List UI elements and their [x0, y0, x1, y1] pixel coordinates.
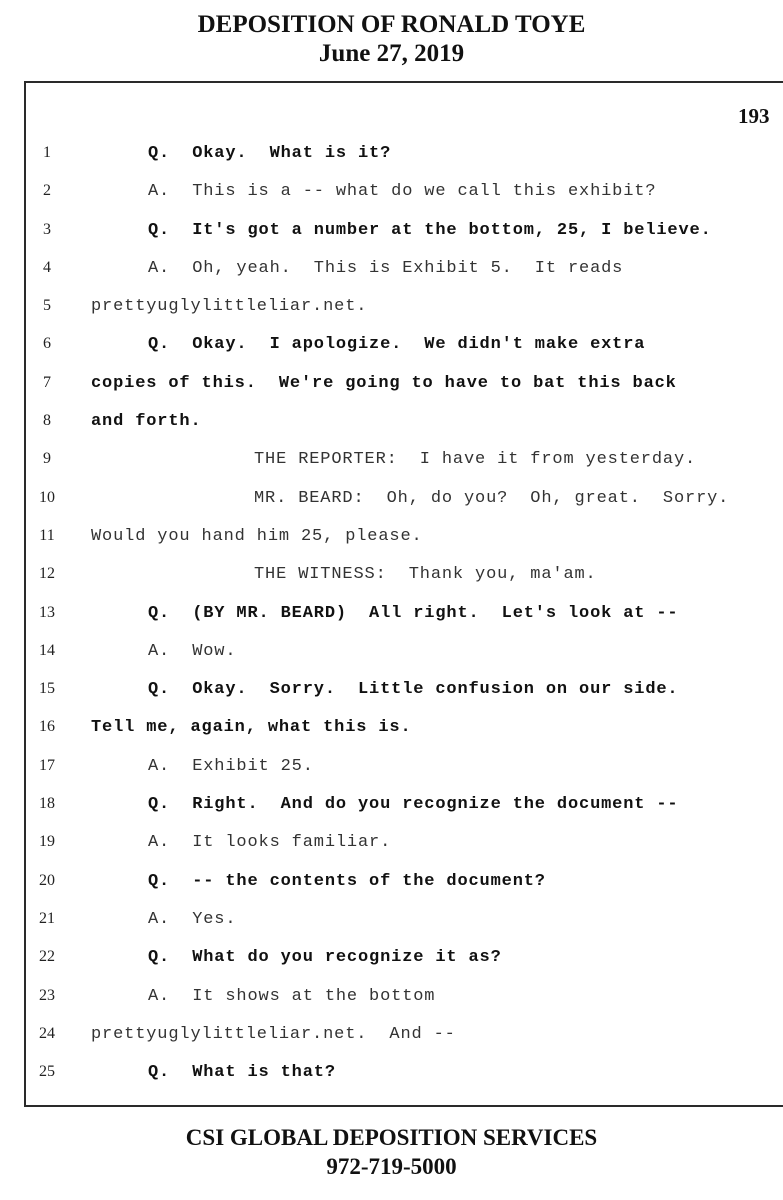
transcript-line: [0, 940, 783, 978]
line-number: 2: [43, 182, 51, 200]
line-number: 10: [39, 488, 55, 506]
company-phone: 972-719-5000: [326, 1154, 457, 1179]
transcript-lines: [0, 136, 783, 1093]
transcript-line: [0, 136, 783, 174]
transcript-line: [0, 481, 783, 519]
question-text: Q. -- the contents of the document?: [148, 871, 546, 891]
transcript-line: [0, 787, 783, 825]
line-number: 12: [39, 565, 55, 583]
line-number: 5: [43, 297, 51, 315]
line-number: 19: [39, 833, 55, 851]
question-text: Q. What do you recognize it as?: [148, 948, 502, 968]
transcript-line: [0, 289, 783, 327]
question-text: copies of this. We're going to have to bat this back: [91, 373, 677, 393]
line-number: 11: [39, 526, 55, 544]
line-number: 22: [39, 948, 55, 966]
line-number: 1: [43, 144, 51, 161]
answer-text: A. Oh, yeah. This is Exhibit 5. It reads: [148, 258, 624, 278]
line-number: 3: [43, 220, 51, 238]
answer-text: prettyuglylittleliar.net. And --: [91, 1024, 456, 1044]
question-text: Q. Okay. What is it?: [148, 144, 392, 163]
line-number: 24: [39, 1024, 55, 1042]
line-number: 13: [39, 603, 55, 621]
line-number: 15: [39, 680, 55, 698]
answer-text: A. This is a -- what do we call this exhibit?: [148, 182, 657, 202]
transcript-line: [0, 979, 783, 1017]
answer-text: prettyuglylittleliar.net.: [91, 297, 368, 317]
line-number: 16: [39, 718, 55, 736]
transcript-line: [0, 1017, 783, 1055]
line-number: 7: [43, 373, 51, 391]
question-text: Q. Okay. Sorry. Little confusion on our side.: [148, 680, 679, 700]
question-text: Tell me, again, what this is.: [91, 718, 412, 738]
answer-text: A. Exhibit 25.: [148, 756, 314, 776]
answer-text: A. It looks familiar.: [148, 833, 392, 853]
line-number: 18: [39, 795, 55, 813]
transcript-line: [0, 634, 783, 672]
question-text: Q. What is that?: [148, 1063, 336, 1083]
line-number: 25: [39, 1063, 55, 1081]
transcript-line: [0, 442, 783, 480]
transcript-line: [0, 825, 783, 863]
transcript-line: [0, 327, 783, 365]
line-number: 8: [43, 412, 51, 430]
page-number: 193: [738, 104, 770, 128]
transcript-line: [0, 404, 783, 442]
colloquy-text: THE WITNESS: Thank you, ma'am.: [254, 565, 597, 585]
question-text: Q. Okay. I apologize. We didn't make extra: [148, 335, 646, 355]
question-text: and forth.: [91, 412, 202, 432]
transcript-line: [0, 596, 783, 634]
transcript-line: [0, 864, 783, 902]
document-header: [0, 10, 783, 68]
answer-text: A. It shows at the bottom: [148, 986, 436, 1006]
line-number: 23: [39, 986, 55, 1004]
line-number: 9: [43, 450, 51, 468]
answer-text: A. Yes.: [148, 909, 237, 929]
transcript-line: [0, 366, 783, 404]
deposition-date: June 27, 2019: [318, 40, 465, 67]
question-text: Q. (BY MR. BEARD) All right. Let's look at --: [148, 603, 679, 623]
transcript-line: [0, 1055, 783, 1093]
transcript-line: [0, 749, 783, 787]
transcript-line: [0, 672, 783, 710]
colloquy-text: Would you hand him 25, please.: [91, 526, 423, 546]
question-text: Q. It's got a number at the bottom, 25, I believe.: [148, 220, 712, 240]
line-number: 4: [43, 258, 51, 276]
transcript-line: [0, 519, 783, 557]
line-number: 6: [43, 335, 51, 353]
question-text: Q. Right. And do you recognize the document --: [148, 795, 679, 815]
transcript-line: [0, 251, 783, 289]
transcript-line: [0, 557, 783, 595]
line-number: 14: [39, 641, 55, 659]
transcript-line: [0, 902, 783, 940]
line-number: 17: [39, 756, 55, 774]
company-name: CSI GLOBAL DEPOSITION SERVICES: [185, 1125, 598, 1150]
deposition-title: DEPOSITION OF RONALD TOYE: [197, 11, 586, 38]
line-number: 21: [39, 909, 55, 927]
colloquy-text: MR. BEARD: Oh, do you? Oh, great. Sorry.: [254, 488, 730, 508]
document-footer: [0, 1123, 783, 1181]
transcript-line: [0, 710, 783, 748]
transcript-line: [0, 213, 783, 251]
line-number: 20: [39, 871, 55, 889]
colloquy-text: THE REPORTER: I have it from yesterday.: [254, 450, 697, 470]
transcript-line: [0, 174, 783, 212]
answer-text: A. Wow.: [148, 641, 237, 661]
